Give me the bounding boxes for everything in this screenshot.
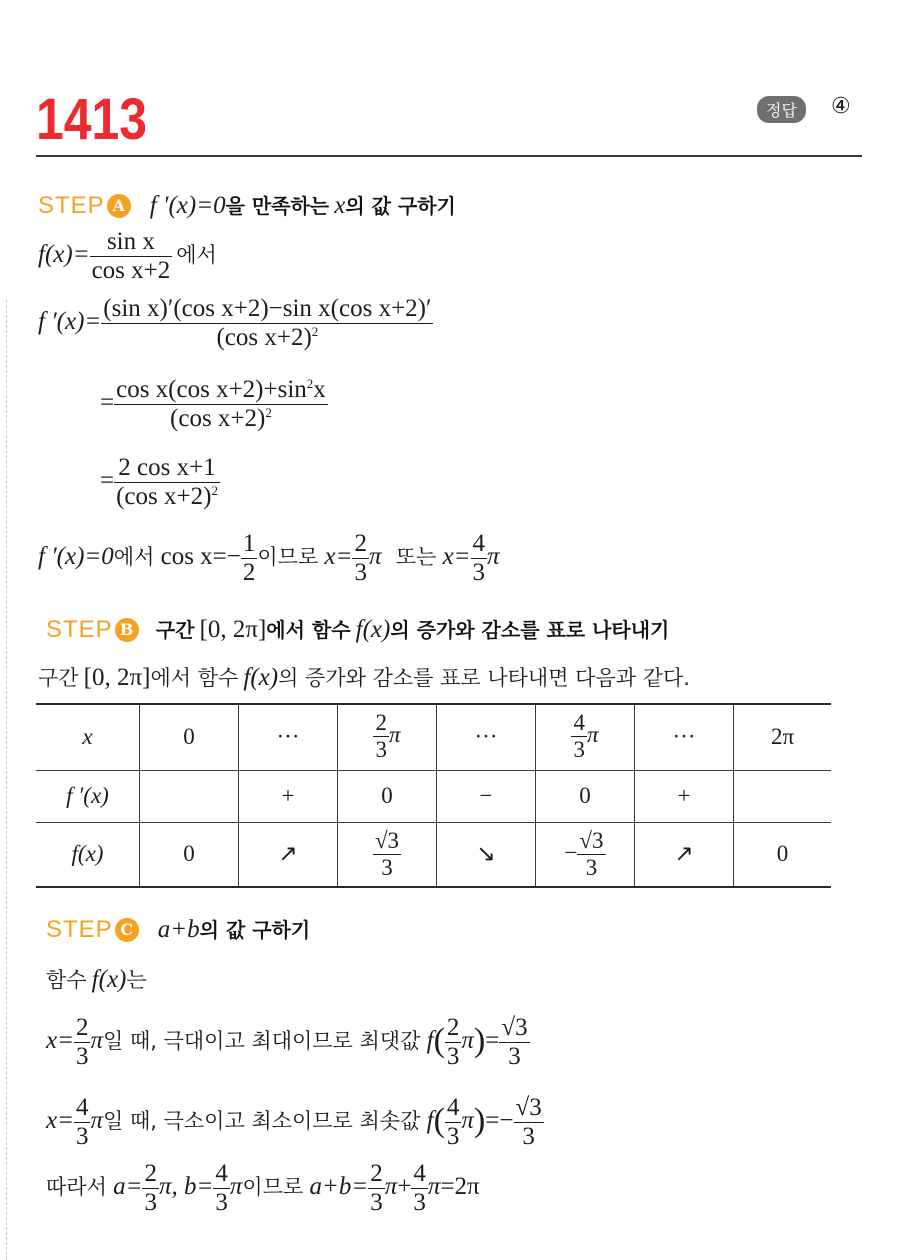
- table-cell: f ′(x): [66, 783, 109, 808]
- table-cell: ···: [635, 704, 734, 770]
- table-cell: $\frac{2}{3}$ π: [338, 704, 437, 770]
- line1-fraction: [90, 228, 173, 285]
- max-text: 일 때, 극대이고 최대이므로 최댓값: [103, 1029, 421, 1054]
- table-cell: − $\frac{√3}{3}$: [536, 822, 635, 886]
- line5-x2: x=: [442, 543, 471, 571]
- page-edge-dashed-line: [6, 300, 7, 1260]
- line4-den: (cos x+2)$^2$: [116, 483, 218, 510]
- step-c-line-max: x= $\frac{2}{3}$ π일 때, 극대이고 최대이므로 최댓값 f( $\frac{2}{3}$ π)= $\frac{√3}{3}$: [46, 1014, 528, 1070]
- line5-text-or: 또는: [395, 545, 437, 570]
- table-bottom-rule: [36, 886, 831, 888]
- step-b-label: STEP: [46, 616, 113, 643]
- table-frac-sqrt3: $\frac{√3}{3}$: [374, 827, 400, 880]
- line1-den: cos x+2: [91, 257, 171, 284]
- step-a-title-text1: 을 만족하는: [225, 194, 330, 218]
- table-cell: 0: [536, 770, 635, 822]
- min-frac-x: $\frac{4}{3}$: [75, 1094, 89, 1150]
- line5-frac-half: $\frac{1}{2}$: [242, 530, 256, 586]
- step-c-label: STEP: [46, 916, 113, 943]
- answer-value: ④: [831, 94, 851, 119]
- line2-den: (cos x+2)$^2$: [101, 323, 433, 352]
- table-cell: [734, 770, 832, 822]
- table-cell: f(x): [71, 841, 104, 867]
- step-b-title-a: 구간: [155, 618, 195, 642]
- line5-text-b: 이므로: [257, 545, 319, 570]
- step-b-title-b: 에서 함수: [266, 618, 351, 642]
- line5-cos: cos x=−: [160, 543, 241, 571]
- line2-lhs: f ′(x)=: [38, 308, 102, 336]
- step-c-circle: C: [115, 918, 139, 942]
- line1-lhs: f(x)=: [38, 241, 90, 269]
- step-a-circle: A: [107, 194, 131, 218]
- step-b-title-f: f(x): [355, 616, 391, 643]
- line5-frac-2-3: $\frac{2}{3}$: [354, 530, 367, 586]
- table-cell: +: [239, 770, 338, 822]
- table-cell: 0: [140, 822, 239, 886]
- step-c-line-sum: 따라서 a= $\frac{2}{3}$ π, b= $\frac{4}{3}$ π이므로 a+b= $\frac{2}{3}$ π+ $\frac{4}{3}$ π=2π: [46, 1160, 480, 1216]
- table-cell: x: [82, 723, 93, 749]
- step-a-title-var: x: [334, 192, 346, 219]
- step-a-line2: [38, 295, 433, 352]
- line1-num: sin x: [106, 228, 155, 255]
- table-cell: [338, 822, 437, 886]
- step-a-title-text2: 의 값 구하기: [345, 194, 456, 218]
- max-frac-x: $\frac{2}{3}$: [75, 1014, 89, 1070]
- decrease-arrow-icon: ↘: [437, 822, 536, 886]
- line2-fraction: [101, 295, 433, 352]
- table-cell: 0: [338, 770, 437, 822]
- line3-eq: =: [100, 389, 115, 417]
- table-cell: [140, 770, 239, 822]
- table-frac-2-3: $\frac{2}{3}$: [375, 710, 387, 763]
- step-a-line3: [100, 376, 328, 433]
- table-cell: 0: [140, 704, 239, 770]
- line5-frac-4-3: $\frac{4}{3}$: [472, 530, 486, 586]
- step-c-intro: 함수 f(x)는: [46, 966, 147, 993]
- table-cell: $\frac{4}{3}$ π: [536, 704, 635, 770]
- answer-label-badge: 정답: [757, 96, 806, 123]
- step-b-circle: B: [115, 618, 139, 642]
- line5-x1: x=: [324, 543, 353, 571]
- step-b-title-c: 의 증가와 감소를 표로 나타내기: [390, 618, 670, 642]
- increase-decrease-table: [36, 704, 831, 886]
- table-row-x: [36, 704, 831, 770]
- step-b-title-interval: [0, 2π]: [199, 616, 267, 643]
- line1-suffix: 에서: [176, 243, 217, 268]
- table-cell: −: [437, 770, 536, 822]
- step-c-heading: [46, 914, 310, 944]
- table-frac-4-3: $\frac{4}{3}$: [573, 710, 585, 763]
- step-a-heading: [38, 190, 456, 220]
- table-cell: ···: [437, 704, 536, 770]
- step-c-title-math: a+b: [157, 916, 200, 943]
- line5-text-a: 에서: [113, 545, 155, 570]
- problem-number: 1413: [36, 87, 147, 152]
- table-row-f: [36, 822, 831, 886]
- step-b-sentence: 구간 [0, 2π]에서 함수 f(x)의 증가와 감소를 표로 나타내면 다음과 같다.: [38, 664, 690, 691]
- line3-den: (cos x+2)$^2$: [114, 404, 328, 433]
- step-a-line5: f ′(x)=0에서 cos x=− $\frac{1}{2}$ 이므로 x= $\frac{2}{3}$ π 또는 x= $\frac{4}{3}$ π: [38, 530, 500, 586]
- line5-fprime: f ′(x)=0: [38, 543, 114, 571]
- line4-eq: =: [100, 467, 115, 495]
- table-cell: ···: [239, 704, 338, 770]
- line2-num: (sin x)′(cos x+2)−sin x(cos x+2)′: [103, 295, 432, 322]
- max-value-frac: $\frac{√3}{3}$: [501, 1014, 528, 1070]
- increase-arrow-icon: ↗: [239, 822, 338, 886]
- table-frac-neg-sqrt3: $\frac{√3}{3}$: [579, 827, 604, 880]
- step-c-title-text: 의 값 구하기: [199, 918, 311, 942]
- table-cell: +: [635, 770, 734, 822]
- table-cell: 2π: [734, 704, 832, 770]
- line3-fraction: [114, 376, 328, 433]
- header-divider: [36, 155, 862, 157]
- step-a-line1: [38, 228, 217, 285]
- min-value-frac: $\frac{√3}{3}$: [515, 1094, 542, 1150]
- step-a-label: STEP: [38, 192, 105, 219]
- table-cell: 0: [734, 822, 832, 886]
- table-row-fprime: [36, 770, 831, 822]
- line4-num: 2 cos x+1: [118, 454, 216, 481]
- step-b-heading: [46, 614, 669, 644]
- line4-fraction: [114, 454, 220, 511]
- step-a-line4: [100, 454, 220, 511]
- step-a-title-math: f ′(x)=0: [149, 192, 226, 219]
- increase-arrow-icon: ↗: [635, 822, 734, 886]
- min-text: 일 때, 극소이고 최소이므로 최솟값: [103, 1109, 421, 1134]
- line3-num: cos x(cos $x+2)+\sin^2x$: [116, 376, 326, 403]
- step-c-line-min: x= $\frac{4}{3}$ π일 때, 극소이고 최소이므로 최솟값 f( $\frac{4}{3}$ π)=− $\frac{√3}{3}$: [46, 1094, 542, 1150]
